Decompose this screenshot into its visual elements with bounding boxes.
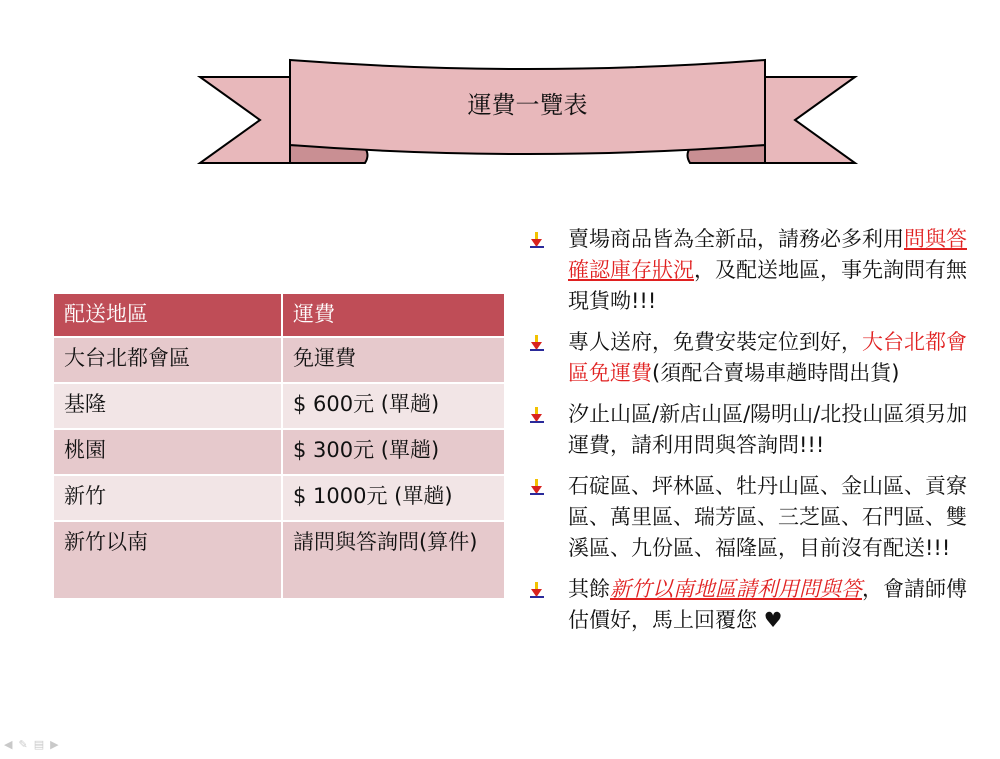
page-title: 運費一覽表 bbox=[467, 91, 588, 119]
note-highlight: 問與答確認庫存狀況 bbox=[568, 227, 967, 282]
cell-fee: $ 1000元 (單趟) bbox=[282, 475, 505, 521]
list-item bbox=[530, 574, 970, 636]
list-item bbox=[530, 399, 970, 461]
table-row bbox=[53, 383, 505, 429]
cell-fee: $ 300元 (單趟) bbox=[282, 429, 505, 475]
down-arrow-bullet-icon bbox=[530, 479, 544, 495]
table-row bbox=[53, 521, 505, 599]
ribbon-right-tail bbox=[765, 77, 855, 163]
menu-icon[interactable]: ▤ bbox=[33, 738, 45, 751]
note-text: ，會請師傅估價好，馬上回覆您 ♥ bbox=[568, 577, 967, 632]
list-item bbox=[530, 224, 970, 317]
table-row bbox=[53, 475, 505, 521]
cell-region: 基隆 bbox=[53, 383, 282, 429]
shipping-fee-table bbox=[52, 292, 506, 600]
notes-list bbox=[530, 224, 970, 646]
note-text: 專人送府，免費安裝定位到好， bbox=[568, 330, 862, 354]
down-arrow-bullet-icon bbox=[530, 232, 544, 248]
cell-fee: 免運費 bbox=[282, 337, 505, 383]
table-row bbox=[53, 429, 505, 475]
down-arrow-bullet-icon bbox=[530, 407, 544, 423]
slide-nav bbox=[4, 738, 94, 752]
list-item bbox=[530, 471, 970, 564]
cell-fee: 請問與答詢問(算件) bbox=[282, 521, 505, 599]
cell-region: 桃園 bbox=[53, 429, 282, 475]
note-text: (須配合賣場車趟時間出貨) bbox=[652, 361, 900, 385]
note-text: 賣場商品皆為全新品，請務必多利用 bbox=[568, 227, 904, 251]
prev-arrow-icon[interactable]: ◀ bbox=[4, 738, 13, 751]
note-text: ，及配送地區，事先詢問有無現貨呦!!! bbox=[568, 258, 967, 313]
note-text: 其餘 bbox=[568, 577, 610, 601]
table-header-row bbox=[53, 293, 505, 337]
table-row bbox=[53, 337, 505, 383]
note-highlight: 大台北都會區免運費 bbox=[568, 330, 967, 385]
note-highlight: 新竹以南地區請利用問與答 bbox=[610, 577, 862, 601]
next-arrow-icon[interactable]: ▶ bbox=[50, 738, 59, 751]
cell-region: 大台北都會區 bbox=[53, 337, 282, 383]
pen-icon[interactable]: ✎ bbox=[18, 738, 28, 751]
cell-region: 新竹 bbox=[53, 475, 282, 521]
down-arrow-bullet-icon bbox=[530, 335, 544, 351]
header-region: 配送地區 bbox=[53, 293, 282, 337]
note-text: 汐止山區/新店山區/陽明山/北投山區須另加運費，請利用問與答詢問!!! bbox=[568, 402, 968, 457]
note-text: 石碇區、坪林區、牡丹山區、金山區、貢寮區、萬里區、瑞芳區、三芝區、石門區、雙溪區、九份區、福隆區，目前沒有配送!!! bbox=[568, 474, 967, 560]
ribbon-left-tail bbox=[200, 77, 290, 163]
list-item bbox=[530, 327, 970, 389]
cell-region: 新竹以南 bbox=[53, 521, 282, 599]
cell-fee: $ 600元 (單趟) bbox=[282, 383, 505, 429]
header-fee: 運費 bbox=[282, 293, 505, 337]
down-arrow-bullet-icon bbox=[530, 582, 544, 598]
